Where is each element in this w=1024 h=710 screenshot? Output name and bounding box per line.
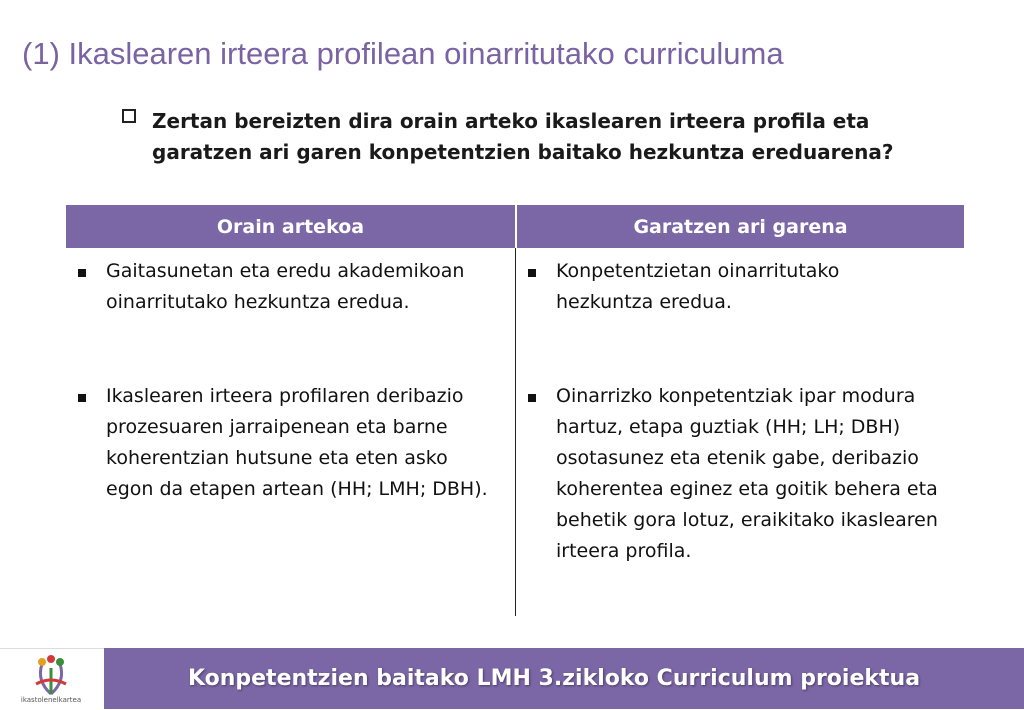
checkbox-bullet-icon bbox=[122, 109, 136, 123]
ikastolen-elkartea-logo bbox=[20, 654, 80, 708]
cell-text: Oinarrizko konpetentziak ipar modura hartuz, etapa guztiak (HH; LH; DBH) osotasunez eta etenik gabe, deribazio koherentea eginez eta goitik behera eta behetik gora lotuz, eraikitako ikaslearen irteera profila. bbox=[556, 385, 938, 562]
cell-text: Gaitasunetan eta eredu akademikoan oinarritutako hezkuntza eredua. bbox=[106, 260, 465, 313]
square-bullet-icon bbox=[528, 269, 536, 277]
table-cell-right-2 bbox=[528, 381, 968, 573]
footer-band bbox=[104, 648, 1024, 709]
table-cell-right-1 bbox=[528, 256, 960, 320]
question-text: Zertan bereizten dira orain arteko ikaslearen irteera profila eta garatzen ari garen konpetentzien baitako hezkuntza ereduarena? bbox=[152, 109, 894, 164]
cell-text: Konpetentzietan oinarritutako hezkuntza eredua. bbox=[556, 260, 840, 313]
footer-text: Konpetentzien baitako LMH 3.zikloko Curriculum proiektua bbox=[187, 666, 921, 691]
table-cell-left-2 bbox=[78, 381, 510, 541]
table-header-cell-left: Orain artekoa bbox=[66, 205, 517, 248]
logo-label: ikastolenelkartea bbox=[20, 696, 82, 704]
cell-text: Ikaslearen irteera profilaren deribazio prozesuaren jarraipenean eta barne koherentzian hutsune eta eten asko egon da etapen artean (HH; LMH; DBH). bbox=[106, 385, 488, 500]
square-bullet-icon bbox=[78, 269, 86, 277]
square-bullet-icon bbox=[78, 394, 86, 402]
table-header-cell-right: Garatzen ari garena bbox=[633, 215, 848, 238]
square-bullet-icon bbox=[528, 394, 536, 402]
slide-title: (1) Ikaslearen irteera profilean oinarritutako curriculuma bbox=[22, 36, 784, 71]
table-header bbox=[66, 205, 964, 248]
logo-mark-icon bbox=[20, 654, 82, 696]
table-cell-left-1 bbox=[78, 256, 510, 320]
column-divider bbox=[515, 248, 516, 616]
